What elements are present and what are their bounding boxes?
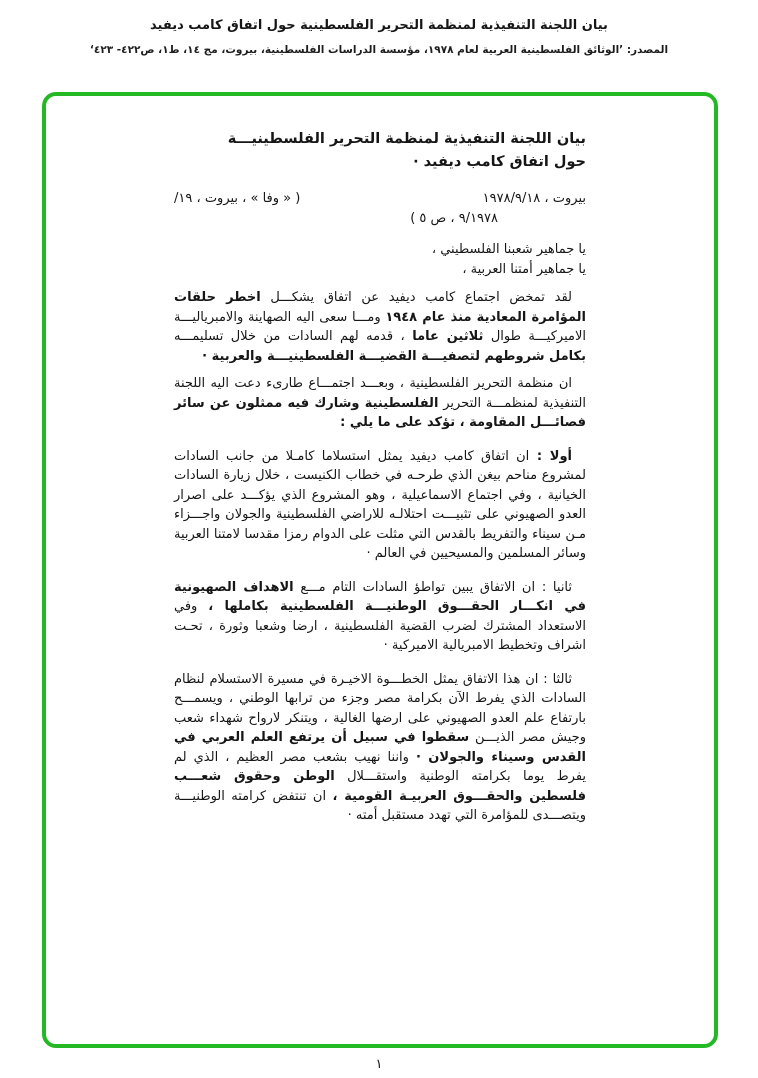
paragraph-segment: ان منظمة التحرير الفلسطينية ، وبعـــد اجتمـــاع طارىء دعت اليه اللجنة التنفيذية لمنظمـــة التحرير <box>174 376 586 411</box>
paragraph-segment: أولا : <box>529 448 573 464</box>
doc-title-line2: حول اتفاق كامب ديفيد · <box>413 154 586 170</box>
paragraph-segment: ومـــا سعى اليه الصهاينة والامبرياليـــة الاميركيـــة طوال <box>174 309 586 344</box>
paragraph-segment: ان تنتفض كرامته الوطنيـــة ويتصـــدى للمؤامرة التي تهدد مستقبل أمته · <box>174 788 586 823</box>
header-title: بيان اللجنة التنفيذية لمنظمة التحرير الفلسطينية حول اتفاق كامب ديفيد <box>150 18 608 33</box>
paragraph <box>174 447 586 564</box>
paragraph-segment: ، قدمه لهم السادات من خلال تسليمـــه <box>174 329 413 344</box>
paragraph-segment: وفي الاستعداد المشترك لضرب القضية الفلسطينية ، ارضا وشعبا وثورة ، تحـت اشراف وتخطيط الامبريالية الاميركية · <box>174 599 586 653</box>
paragraph-segment: ان اتفاق كامب ديفيد يمثل استسلاما كامـلا من جانب السادات لمشروع مناحم بيغن الذي طرحـه في خطاب الكنيست ، خلال زيارة السادات الخيانية ، وفي اجتماع الاسماعيلية ، وهو المشروع الذي يؤكـــد على اصرار العدو الصهيوني على تثبيـــت احتلالـه للاراضي الفلسطينية والجولان واجـــزاء مـن سيناء والتفريط بالقدس التي مثلت على الدوام رمزا مقدسا لامتنا العربية وسائر المسلمين والمسيحيين في العالم · <box>174 448 586 561</box>
page-number: ١ <box>375 1057 383 1072</box>
doc-citation-line1: ( « وفا » ، بيروت ، ١٩/ <box>174 191 301 206</box>
paragraph <box>174 288 586 366</box>
paragraph-segment: اخطر حلقات المؤامرة المعادية منذ عام ١٩٤٨ <box>174 290 586 325</box>
paragraph-segment: الاهداف الصهيونية في انكـــار الحقـــوق الوطنيـــة الفلسطينية بكاملها ، <box>174 579 586 614</box>
paragraph-segment: الفلسطينية وشارك فيه ممثلون عن سائر فصائـــل المقاومة ، تؤكد على ما يلي : <box>174 395 586 430</box>
paragraph <box>174 670 586 826</box>
paragraph-segment: ثالثا : ان هذا الاتفاق يمثل الخطـــوة الاخيـرة في مسيرة الاستسلام لنظام السادات الذي يفرط الآن بكرامة مصر وجزء من ترابها الوطني ، ويسمـــح بارتفاع علم العدو الصهيوني على ارضها الغالية ، ويتنكر لارواح شهداء شعب وجيش مصر الذيـــن <box>174 671 586 745</box>
paragraph-segment: ثلاثين عاما <box>412 329 484 344</box>
paragraph-segment: بكامل شروطهم لتصفيـــة القضيـــة الفلسطينيـــة والعربية · <box>202 348 586 364</box>
paragraph <box>174 578 586 656</box>
salutation-line: يا جماهير شعبنا الفلسطيني ، <box>431 242 586 257</box>
salutation-line: يا جماهير أمتنا العربية ، <box>462 262 586 277</box>
document-scan <box>174 128 586 826</box>
doc-dateline <box>174 189 586 209</box>
paragraph-segment: ثانيا : ان الاتفاق يبين تواطؤ السادات التام مـــع <box>293 579 573 595</box>
paragraph-segment: الوطن وحقوق شعـــب فلسطين والحقـــوق العربيـة القومية ، <box>174 769 586 804</box>
doc-title <box>174 128 586 174</box>
paragraph-segment: لقد تمخض اجتماع كامب ديفيد عن اتفاق يشكـــل <box>260 290 572 305</box>
doc-body <box>174 288 586 826</box>
header-source-line: المصدر: ’الوثائق الفلسطينية العربية لعام ١٩٧٨، مؤسسة الدراسات الفلسطينية، بيروت، مج ١٤، ط١، ص٤٢٢- ٤٢٣‘ <box>89 44 669 56</box>
doc-title-line1: بيان اللجنة التنفيذية لمنظمة التحرير الفلسطينيـــة <box>227 131 586 147</box>
scan-border <box>42 92 718 1048</box>
paragraph-segment: واننا نهيب بشعب مصر العظيم ، الذي لم يفرط يوما بكرامته الوطنية واستقـــلال <box>174 749 587 784</box>
document-header <box>0 0 758 56</box>
paragraph-segment: سقطوا في سبيل أن يرتفع العلم العربي في القدس وسيناء والجولان · <box>174 730 586 765</box>
doc-salutations <box>174 240 586 280</box>
doc-date-city: بيروت ، ١٩٧٨/٩/١٨ <box>482 191 586 206</box>
paragraph <box>174 374 586 433</box>
doc-citation-line2: ٩/١٩٧٨ ، ص ٥ ) <box>410 210 498 226</box>
